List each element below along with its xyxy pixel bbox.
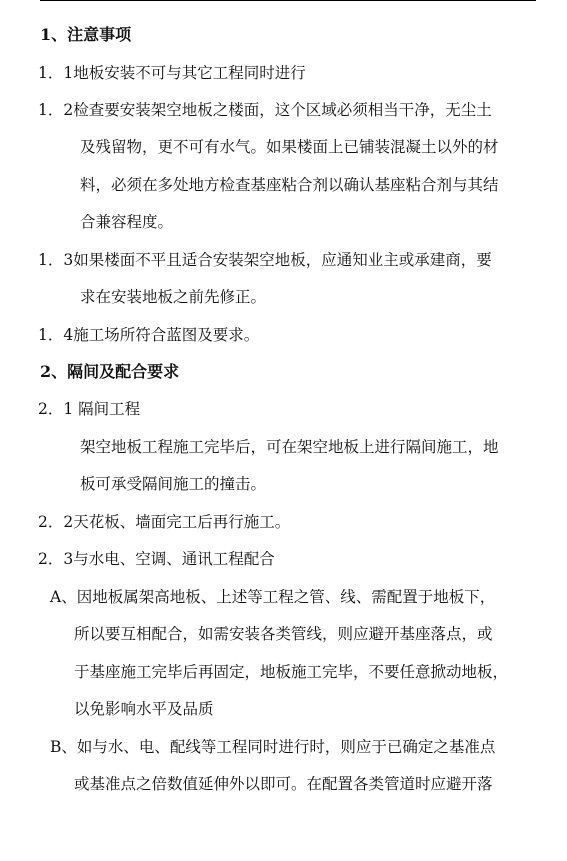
section2-itemA-line4: 以免影响水平及品质 — [74, 700, 214, 718]
section1-item2-line2: 及残留物，更不可有水气。如果楼面上已铺装混凝土以外的材 — [80, 138, 499, 156]
section2-itemB-line1: B、如与水、电、配线等工程同时进行时，则应于已确定之基准点 — [50, 738, 496, 756]
section2-itemA-line3: 于基座施工完毕后再固定，地板施工完毕，不要任意掀动地板， — [74, 663, 509, 681]
section2-heading: 2、隔间及配合要求 — [40, 362, 180, 381]
section1-item3-line1: 1．3如果楼面不平且适合安装架空地板，应通知业主或承建商，要 — [38, 251, 492, 269]
section2-item1-title: 2．1 隔间工程 — [38, 400, 141, 418]
section1-item1: 1．1地板安装不可与其它工程同时进行 — [38, 64, 306, 82]
section1-item2-line3: 料，必须在多处地方检查基座粘合剂以确认基座粘合剂与其结 — [80, 176, 499, 194]
section2-item2: 2．2天花板、墙面完工后再行施工。 — [38, 513, 291, 531]
section2-itemA-line1: A、因地板属架高地板、上述等工程之管、线、需配置于地板下， — [50, 588, 496, 606]
section1-item2-line4: 合兼容程度。 — [80, 213, 174, 231]
top-rule — [40, 0, 536, 1]
section2-itemA-line2: 所以要互相配合，如需安装各类管线，则应避开基座落点，或 — [74, 625, 493, 643]
section2-itemB-line2: 或基准点之倍数值延伸外以即可。在配置各类管道时应避开落 — [74, 775, 493, 793]
section1-item4: 1．4施工场所符合蓝图及要求。 — [38, 326, 260, 344]
section2-item1-line2: 板可承受隔间施工的撞击。 — [80, 475, 267, 493]
section1-heading: 1、注意事项 — [40, 25, 132, 44]
section2-item1-line1: 架空地板工程施工完毕后，可在架空地板上进行隔间施工，地 — [80, 438, 499, 456]
section1-item2-line1: 1．2检查要安装架空地板之楼面，这个区域必须相当干净，无尘土 — [38, 101, 492, 119]
section1-item3-line2: 求在安装地板之前先修正。 — [80, 288, 267, 306]
section2-item3-title: 2．3与水电、空调、通讯工程配合 — [38, 550, 275, 568]
